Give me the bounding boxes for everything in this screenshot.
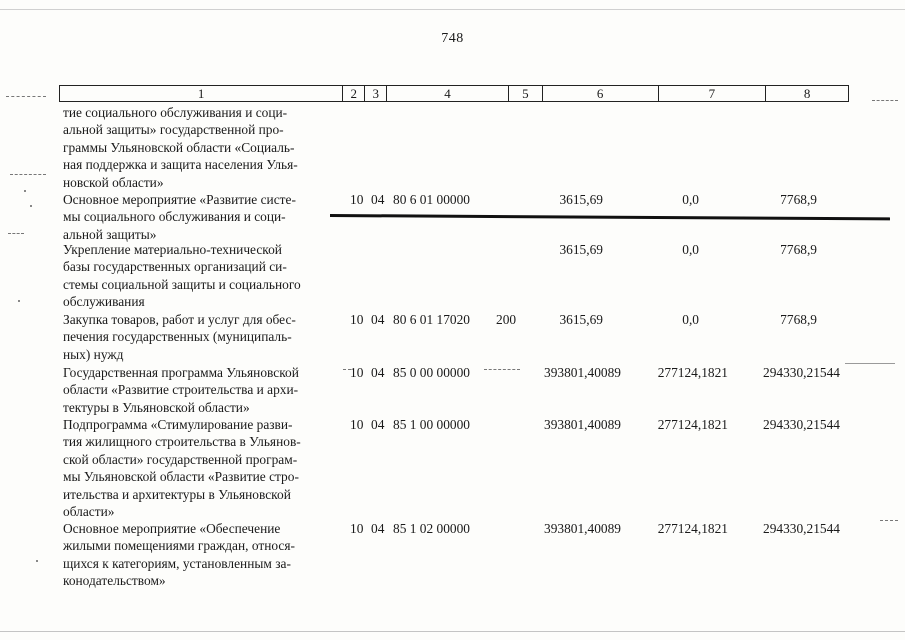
description-line: конодательством»: [63, 573, 166, 589]
cell-target-code: 85 1 00 00000: [393, 417, 470, 432]
cell-target-code: 85 0 00 00000: [393, 365, 470, 380]
cell-amount-3: 7768,9: [780, 242, 817, 257]
description-line: жилыми помещениями граждан, относя-: [63, 538, 295, 554]
column-header-row: [59, 85, 849, 102]
dash-mark: [872, 100, 898, 102]
dash-mark: [6, 96, 46, 98]
description-line: стемы социальной защиты и социального: [63, 276, 301, 292]
description-line: тие социального обслуживания и соци-: [63, 105, 288, 120]
row-description: [63, 520, 339, 590]
cell-amount-1: 393801,40089: [544, 417, 621, 432]
cell-amount-2: 277124,1821: [657, 365, 728, 380]
column-header-4: 4: [387, 86, 509, 101]
description-line: тия жилищного строительства в Ульянов-: [63, 434, 301, 450]
description-line: Основное мероприятие «Обеспечение: [63, 521, 281, 536]
description-line: мы социального обслуживания и соци-: [63, 209, 286, 225]
cell-section: 10: [350, 365, 364, 380]
cell-subsection: 04: [371, 192, 385, 207]
heavy-rule: [330, 214, 890, 220]
description-line: Подпрограмма «Стимулирование разви-: [63, 417, 293, 432]
cell-section: 10: [350, 192, 364, 207]
cell-amount-1: 3615,69: [559, 312, 603, 327]
description-line: граммы Ульяновской области «Социаль-: [63, 139, 295, 155]
description-line: мы Ульяновской области «Развитие стро-: [63, 469, 299, 485]
description-line: Укрепление материально-технической: [63, 242, 282, 257]
margin-rule: [845, 363, 895, 364]
cell-section: 10: [350, 312, 364, 327]
page-number: 748: [441, 31, 464, 46]
column-header-8: 8: [803, 86, 811, 101]
row-description: [63, 191, 339, 243]
cell-amount-3: 7768,9: [780, 192, 817, 207]
cell-amount-1: 3615,69: [559, 192, 603, 207]
description-line: области «Развитие строительства и архи-: [63, 382, 299, 398]
speck: [18, 300, 20, 302]
bottom-edge-rule: [0, 631, 905, 632]
description-line: печения государственных (муниципаль-: [63, 329, 292, 345]
description-line: обслуживания: [63, 294, 145, 310]
row-description: [63, 104, 339, 191]
row-description: [63, 241, 339, 311]
cell-amount-1: 393801,40089: [544, 521, 621, 536]
cell-target-code: 85 1 02 00000: [393, 521, 470, 536]
cell-section: 10: [350, 417, 364, 432]
cell-amount-3: 294330,21544: [763, 417, 840, 432]
description-line: ная поддержка и защита населения Улья-: [63, 157, 298, 173]
column-header-3: 3: [365, 86, 387, 101]
cell-subsection: 04: [371, 521, 385, 536]
description-line: ных) нужд: [63, 346, 124, 362]
description-line: щихся к категориям, установленным за-: [63, 555, 291, 571]
description-line: новской области»: [63, 174, 164, 190]
dash-mark: [343, 369, 351, 371]
description-line: тектуры в Ульяновской области»: [63, 399, 250, 415]
dash-mark: [484, 369, 520, 371]
column-header-1: 1: [60, 86, 343, 101]
cell-amount-2: 0,0: [682, 242, 699, 257]
cell-amount-2: 277124,1821: [657, 417, 728, 432]
speck: [30, 205, 32, 207]
cell-subsection: 04: [371, 417, 385, 432]
speck: [36, 560, 38, 562]
dash-mark: [10, 174, 46, 176]
row-description: [63, 364, 339, 416]
cell-subsection: 04: [371, 312, 385, 327]
column-header-6: 6: [543, 86, 659, 101]
column-header-5: 5: [509, 86, 543, 101]
cell-amount-2: 0,0: [682, 312, 699, 327]
cell-amount-1: 393801,40089: [544, 365, 621, 380]
description-line: Государственная программа Ульяновской: [63, 365, 299, 380]
cell-amount-2: 0,0: [682, 192, 699, 207]
cell-target-code: 80 6 01 00000: [393, 192, 470, 207]
description-line: области»: [63, 504, 115, 520]
description-line: альной защиты»: [63, 226, 157, 242]
cell-section: 10: [350, 521, 364, 536]
row-description: [63, 416, 339, 520]
description-line: Закупка товаров, работ и услуг для обес-: [63, 312, 296, 327]
cell-expense-type: 200: [496, 312, 517, 327]
row-description: [63, 311, 339, 363]
description-line: ской области» государственной програм-: [63, 451, 298, 467]
column-header-7: 7: [659, 86, 767, 101]
cell-amount-3: 7768,9: [780, 312, 817, 327]
speck: [24, 190, 26, 192]
cell-subsection: 04: [371, 365, 385, 380]
cell-target-code: 80 6 01 17020: [393, 312, 470, 327]
description-line: ительства и архитектуры в Ульяновской: [63, 486, 291, 502]
dash-mark: [8, 233, 24, 235]
cell-amount-1: 3615,69: [559, 242, 603, 257]
top-edge-rule: [0, 9, 905, 10]
cell-amount-2: 277124,1821: [657, 521, 728, 536]
description-line: альной защиты» государственной про-: [63, 122, 284, 138]
dash-mark: [880, 520, 898, 522]
description-line: базы государственных организаций си-: [63, 259, 287, 275]
description-line: Основное мероприятие «Развитие систе-: [63, 192, 296, 207]
cell-amount-3: 294330,21544: [763, 521, 840, 536]
cell-amount-3: 294330,21544: [763, 365, 840, 380]
column-header-2: 2: [343, 86, 365, 101]
